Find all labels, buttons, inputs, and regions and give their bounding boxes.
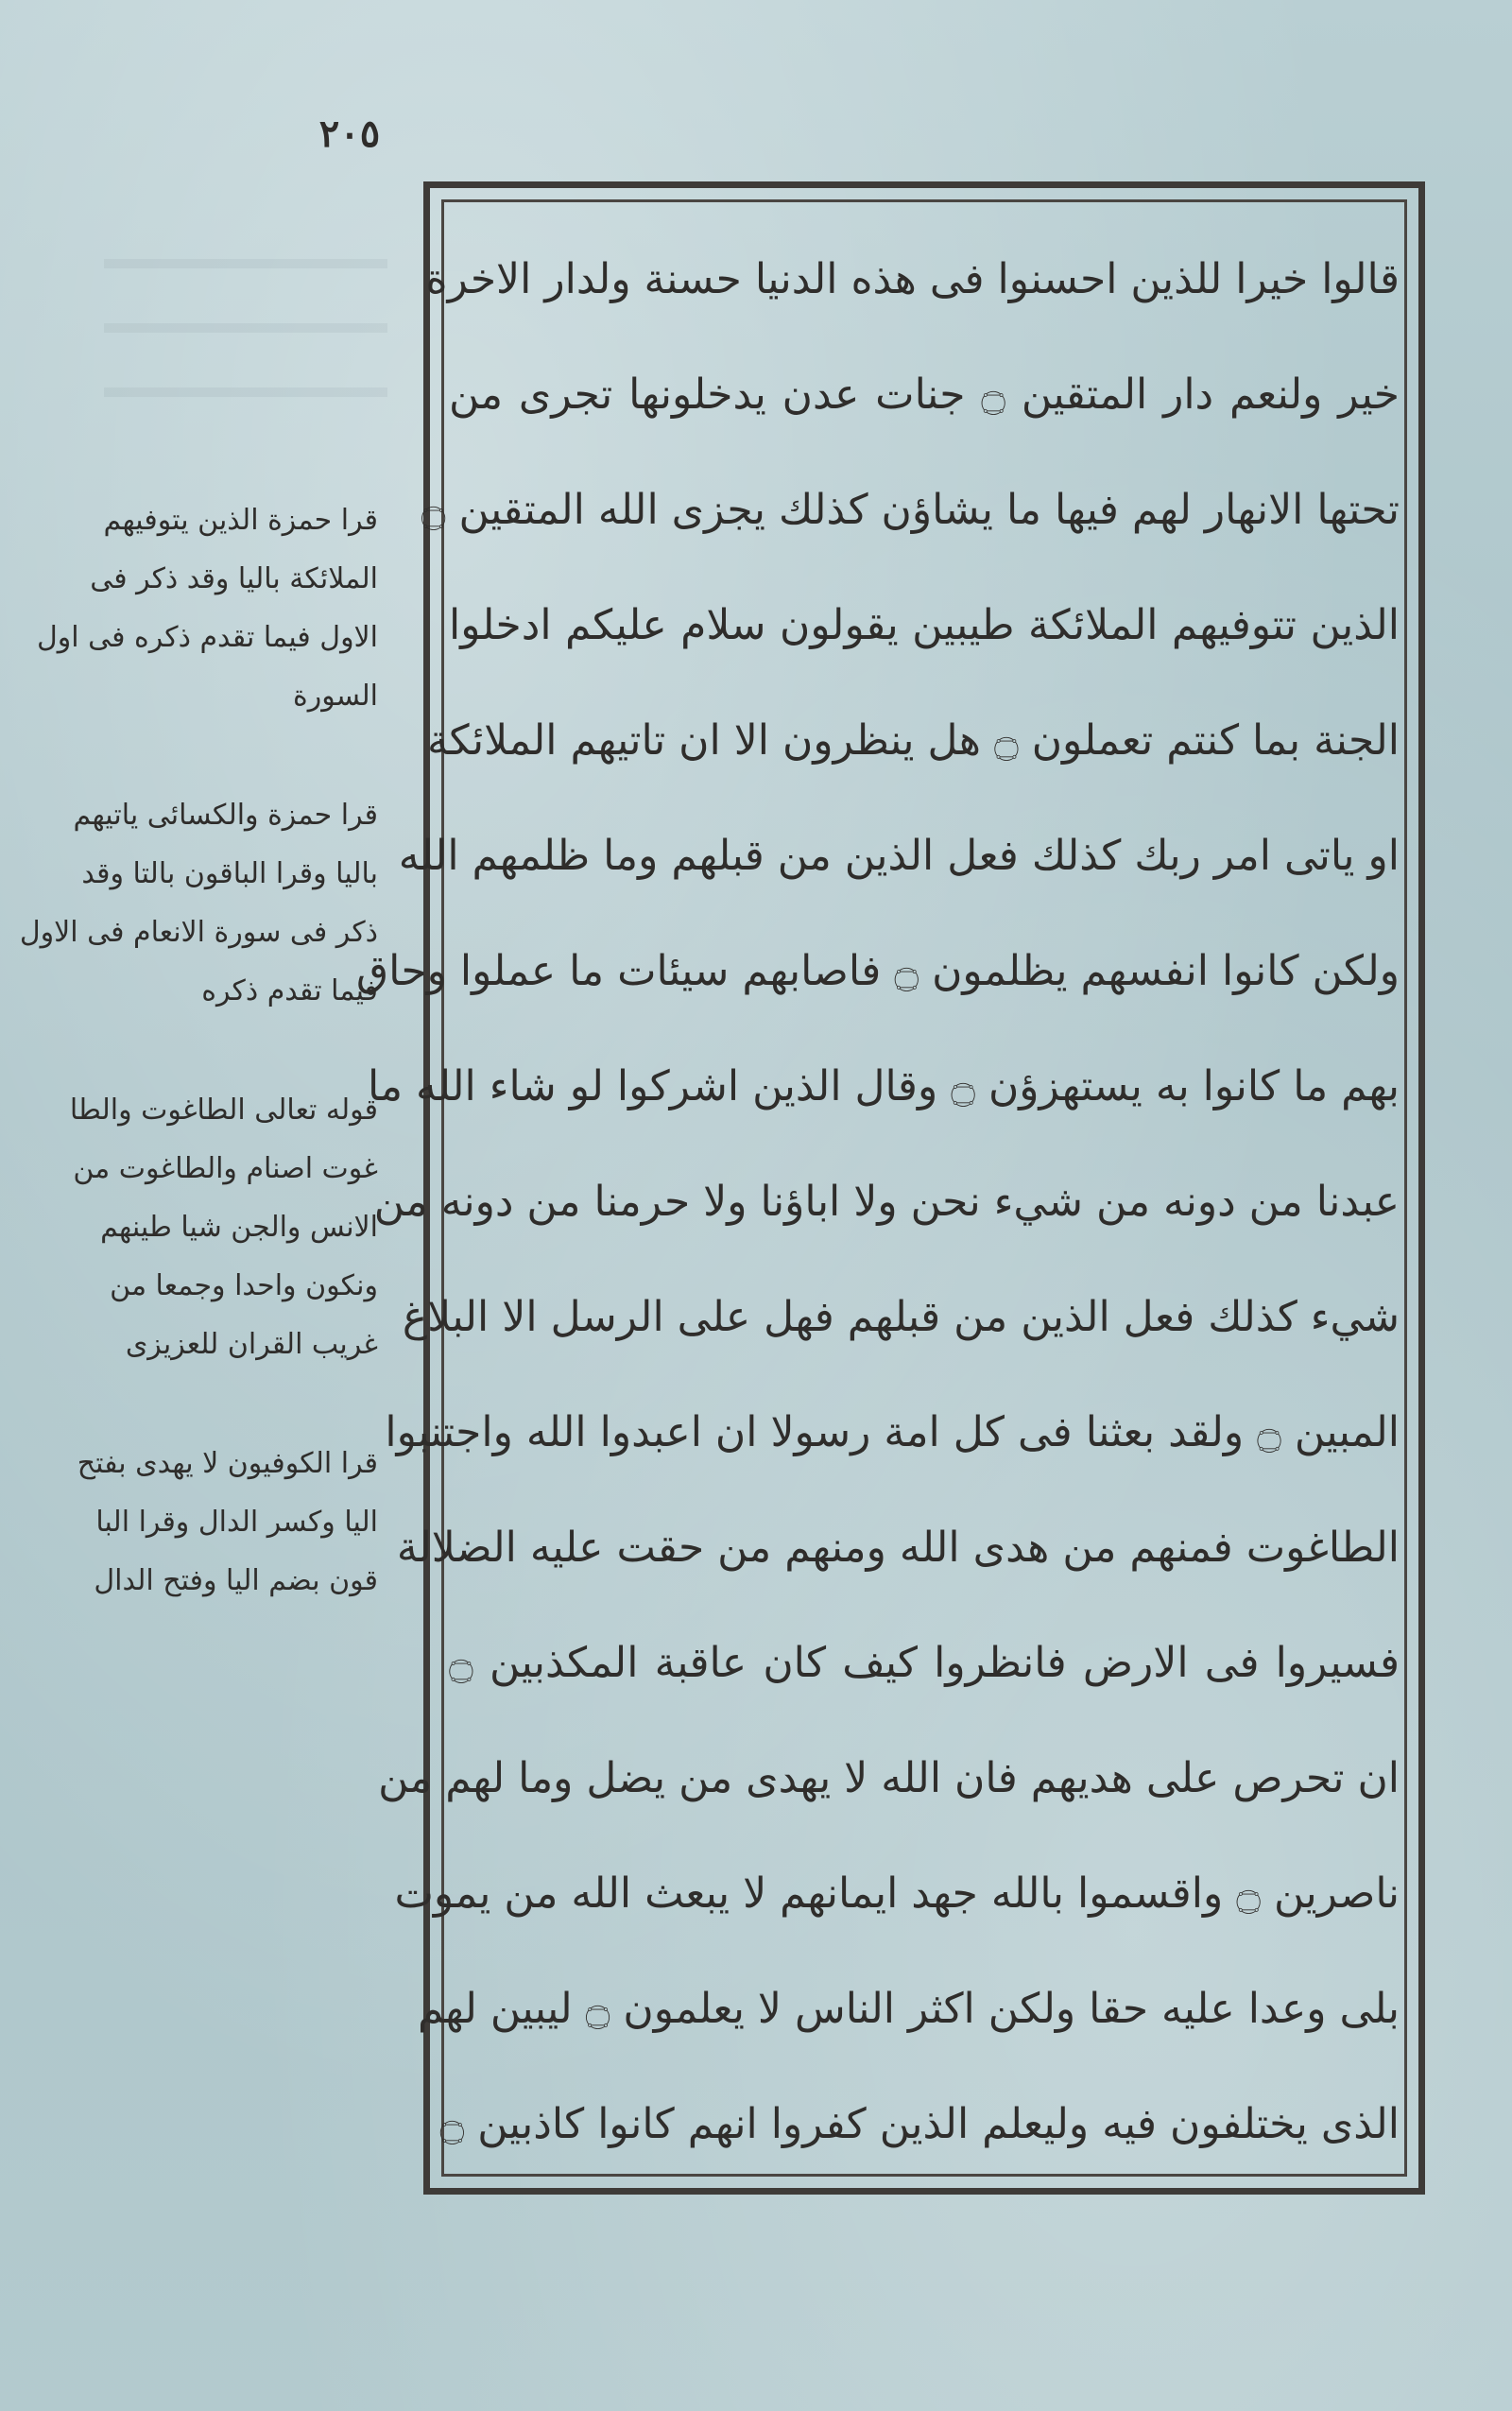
text-line: ان تحرص على هديهم فان الله لا يهدى من يضل وما لهم من xyxy=(378,1754,1400,1802)
note-line: الانس والجن شيا طينهم xyxy=(100,1211,378,1244)
note-line: الملائكة باليا وقد ذكر فى xyxy=(90,562,378,595)
text-line: فسيروا فى الارض فانظروا كيف كان عاقبة المكذبين ۝ xyxy=(449,1639,1400,1687)
text-line: ناصرين ۝ واقسموا بالله جهد ايمانهم لا يبعث الله من يموت xyxy=(394,1869,1400,1918)
margin-notes xyxy=(19,491,378,1671)
text-line: بهم ما كانوا به يستهزؤن ۝ وقال الذين اشركوا لو شاء الله ما xyxy=(368,1062,1400,1111)
note-line: قرا الكوفيون لا يهدى بفتح xyxy=(77,1447,378,1480)
text-line: ولكن كانوا انفسهم يظلمون ۝ فاصابهم سيئات ما عملوا وحاق xyxy=(355,947,1400,995)
note-line: غوت اصنام والطاغوت من xyxy=(73,1152,378,1185)
text-line: الذين تتوفيهم الملائكة طيبين يقولون سلام عليكم ادخلوا xyxy=(449,601,1400,649)
bleed-through-shadow xyxy=(104,217,387,410)
margin-note xyxy=(38,491,378,726)
note-line: قون بضم اليا وفتح الدال xyxy=(94,1564,378,1597)
text-line: شيء كذلك فعل الذين من قبلهم فهل على الرسل الا البلاغ xyxy=(402,1293,1400,1341)
note-line: فيما تقدم ذكره xyxy=(201,974,378,1007)
text-line: الطاغوت فمنهم من هدى الله ومنهم من حقت عليه الضلالة xyxy=(396,1524,1400,1572)
margin-note xyxy=(19,786,378,1021)
note-line: ونكون واحدا وجمعا من xyxy=(110,1269,378,1302)
text-line: بلى وعدا عليه حقا ولكن اكثر الناس لا يعلمون ۝ ليبين لهم xyxy=(417,1985,1400,2033)
note-line: ذكر فى سورة الانعام فى الاول xyxy=(19,916,378,949)
bleed-through-line xyxy=(104,346,387,397)
page-number: ٢٠٥ xyxy=(318,112,381,156)
margin-note xyxy=(38,1081,378,1374)
text-line: او ياتى امر ربك كذلك فعل الذين من قبلهم وما ظلمهم الله xyxy=(398,832,1400,880)
text-line: عبدنا من دونه من شيء نحن ولا اباؤنا ولا حرمنا من دونه من xyxy=(373,1178,1400,1226)
text-line: الجنة بما كنتم تعملون ۝ هل ينظرون الا ان تاتيهم الملائكة xyxy=(427,716,1400,765)
text-line: المبين ۝ ولقد بعثنا فى كل امة رسولا ان اعبدوا الله واجتنبوا xyxy=(385,1408,1400,1456)
text-line: تحتها الانهار لهم فيها ما يشاؤن كذلك يجزى الله المتقين ۝ xyxy=(421,486,1400,534)
note-line: باليا وقرا الباقون بالتا وقد xyxy=(81,857,378,890)
main-text-block xyxy=(355,222,1400,2182)
note-line: الاول فيما تقدم ذكره فى اول xyxy=(36,621,378,654)
bleed-through-line xyxy=(104,282,387,333)
text-line: قالوا خيرا للذين احسنوا فى هذه الدنيا حسنة ولدار الاخرة xyxy=(425,255,1400,303)
note-line: قرا حمزة الذين يتوفيهم xyxy=(103,504,378,537)
text-frame xyxy=(355,181,1425,2195)
text-line: الذى يختلفون فيه وليعلم الذين كفروا انهم كانوا كاذبين ۝ xyxy=(439,2100,1400,2148)
margin-note xyxy=(38,1435,378,1610)
note-line: اليا وكسر الدال وقرا البا xyxy=(95,1506,378,1539)
note-line: قوله تعالى الطاغوت والطا xyxy=(69,1094,378,1127)
note-line: غريب القران للعزيزى xyxy=(125,1328,378,1361)
note-line: قرا حمزة والكسائى ياتيهم xyxy=(73,799,378,832)
text-line: خير ولنعم دار المتقين ۝ جنات عدن يدخلونها تجرى من xyxy=(449,370,1400,419)
bleed-through-line xyxy=(104,217,387,268)
note-line: السورة xyxy=(293,680,378,713)
